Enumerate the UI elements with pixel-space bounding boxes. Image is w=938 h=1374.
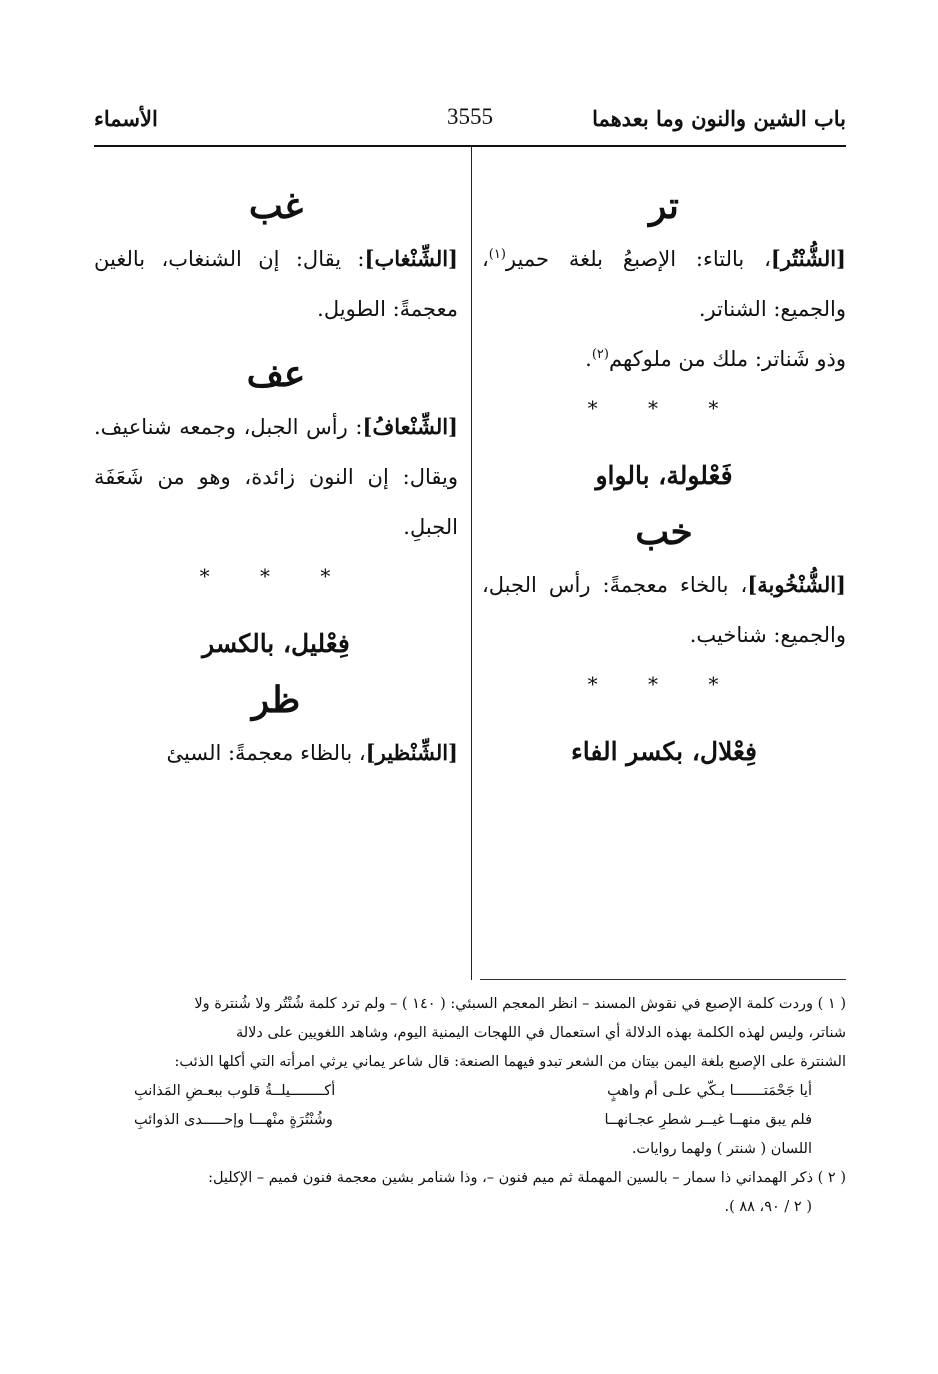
entry-text: وذو شَناتر: ملك من ملوكهم [608,347,846,371]
entry-text: : رأس الجبل، وجمعه شناعيف. ويقال: إن النون زائدة، وهو من شَعَفَة الجبلِ. [94,415,458,539]
footnote-ref[interactable]: (١) [488,247,506,262]
footnote-rule [480,979,846,980]
entry-term: [الشُّنْتُر] [770,246,846,271]
root-heading: خب [635,511,693,553]
entry-text: . [585,347,592,371]
footnote-line: شناتر، وليس لهذه الكلمة بهذه الدلالة أي استعمال في اللهجات اليمنية اليوم، وشاهد اللغويين على دلالة [235,1025,846,1041]
entry-text: ، بالتاء: الإصبعُ بلغة حمير [505,247,771,271]
right-column [482,180,846,782]
section-separator: * * * [199,564,353,588]
page-header [94,102,846,142]
entry-term: [الشِّنْغاب] [364,246,458,271]
section-title: الأسماء [94,106,158,131]
section-separator: * * * [587,672,741,696]
footnote-line: ( ٢ ) ذكر الهمداني ذا سمار – بالسين المهملة ثم ميم فنون –، وذا شنامر بشين معجمة فنون فميم – الإكليل: [208,1170,846,1186]
footnote-line: اللسان ( شنتر ) ولهما روايات. [631,1141,812,1157]
entry-text: : يقال: إن الشنغاب، بالغين معجمةً: الطويل. [94,247,458,321]
header-rule [94,145,846,147]
poem-verse [94,1077,846,1106]
verse-hemistich: أكــــــــيلــةُ قلوب ببعـضِ المَذانبِ [134,1083,336,1099]
root-heading: غب [248,185,304,227]
root-heading: ظر [251,679,301,721]
root-heading: تر [649,185,679,227]
page-number: 3555 [447,104,493,129]
dictionary-entry [482,234,846,334]
dictionary-entry [94,234,458,334]
entry-text: ، بالخاء معجمةً: رأس الجبل، والجميع: شناخيب. [482,573,846,647]
pattern-heading: فَعْلولة، بالواو [595,461,733,490]
entry-term: [الشِّنْعافُ] [362,414,458,439]
pattern-heading: فِعْليل، بالكسر [202,629,350,658]
footnotes [94,990,846,1222]
left-column [94,180,458,778]
poem-verse [94,1106,846,1135]
pattern-heading: فِعْلال، بكسر الفاء [570,737,757,766]
entry-text: ، والجميع: الشناتر. [482,247,846,321]
dictionary-entry [482,334,846,384]
entry-text: ، بالظاء معجمةً: السيئ [166,741,366,765]
footnote-line: ( ٢ / ٩٠، ٨٨ ). [724,1199,812,1215]
verse-hemistich: فلم يبق منهــا غيــر شطرِ عجـانهــا [604,1112,812,1128]
entry-term: [الشِّنْظير] [365,740,458,765]
root-heading: عف [246,353,306,395]
dictionary-entry [482,560,846,660]
dictionary-entry [94,728,458,778]
chapter-title: باب الشين والنون وما بعدهما [592,106,846,131]
entry-term: [الشُّنْخُوبة] [747,572,846,597]
column-divider [471,147,472,980]
footnote-line: ( ١ ) وردت كلمة الإصبع في نقوش المسند – انظر المعجم السبئي: ( ١٤٠ ) – ولم ترد كلمة شُنْتُر ولا شُنترة ولا [194,996,846,1012]
verse-hemistich: أيا جَحْمَتـــــــا بـكّي علـى أم واهبٍ [607,1083,812,1099]
footnote-line: الشنترة على الإصبع بلغة اليمن بيتان من الشعر تبدو فيهما الصنعة: قال شاعر يماني يرثي امرأته التي أكلها الذئب: [174,1054,846,1070]
footnote-ref[interactable]: (٢) [591,347,609,362]
dictionary-entry [94,402,458,552]
section-separator: * * * [587,396,741,420]
verse-hemistich: وشُنْتُرَةٍ منْهـــا وإحـــــدى الذوائبِ [134,1112,333,1128]
